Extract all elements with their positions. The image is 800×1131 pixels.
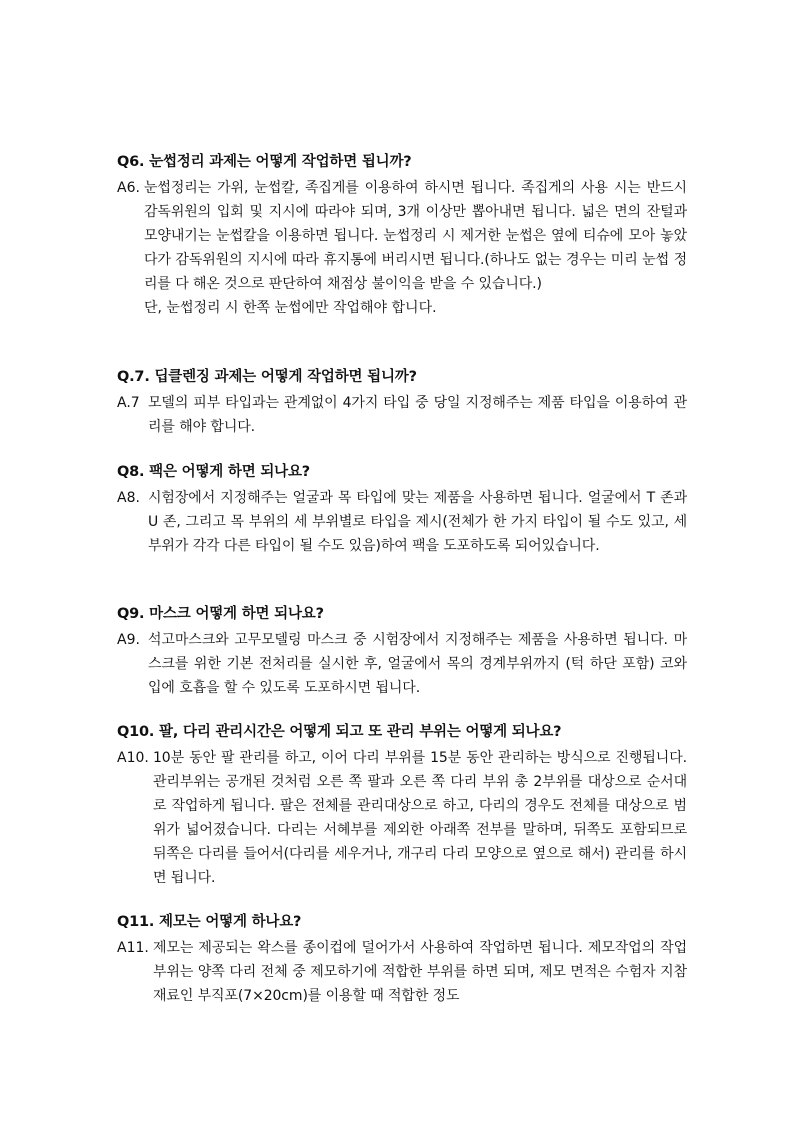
question-q11: Q11. 제모는 어떻게 하나요? (117, 914, 302, 930)
answer-label: A10. (117, 750, 149, 766)
answer-text: 시험장에서 지정해주는 얼굴과 목 타입에 맞는 제품을 사용하면 됩니다. 얼굴에서 T 존과 U 존, 그리고 목 부위의 세 부위별로 타입을 제시(전체가 한 가지 타입이 될 수도 있고, 세 부위가 각각 다른 타입이 될 수도 있음)하여 팩을 도포하도록 되어있습니다. (148, 490, 687, 554)
answer-a7 (117, 391, 687, 439)
answer-text: 제모는 제공되는 왁스를 종이컵에 덜어가서 사용하여 작업하면 됩니다. 제모작업의 작업 부위는 양쪽 다리 전체 중 제모하기에 적합한 부위를 하면 되며, 제모 면적은 수험자 지참 재료인 부직포(7×20cm)를 이용할 때 적합한 정도 (153, 940, 687, 1004)
answer-text: 10분 동안 팔 관리를 하고, 이어 다리 부위를 15분 동안 관리하는 방식으로 진행됩니다. 관리부위는 공개된 것처럼 오른 쪽 팔과 오른 쪽 다리 부위 총 2부위를 대상으로 순서대로 작업하게 됩니다. 팔은 전체를 관리대상으로 하고, 다리의 경우도 전체를 대상으로 범위가 넓어졌습니다. 다리는 서혜부를 제외한 아래쪽 전부를 말하며, 뒤쪽도 포함되므로 뒤쪽은 다리를 들어서(다리를 세우거나, 개구리 다리 모양으로 옆으로 해서) 관리를 하시면 됩니다. (153, 750, 687, 886)
answer-text: 모델의 피부 타입과는 관계없이 4가지 타입 중 당일 지정해주는 제품 타입을 이용하여 관리를 해야 합니다. (148, 395, 687, 435)
answer-label: A.7 (117, 395, 140, 411)
question-q7: Q.7. 딥클렌징 과제는 어떻게 작업하면 됩니까? (117, 369, 417, 385)
answer-label: A6. (117, 180, 140, 196)
answer-a10 (117, 746, 687, 890)
answer-label: A11. (117, 940, 149, 956)
answer-label: A8. (117, 490, 140, 506)
question-q10: Q10. 팔, 다리 관리시간은 어떻게 되고 또 관리 부위는 어떻게 되나요? (117, 724, 562, 740)
question-q6: Q6. 눈썹정리 과제는 어떻게 작업하면 됩니까? (117, 154, 412, 170)
question-q9: Q9. 마스크 어떻게 하면 되나요? (117, 606, 324, 622)
question-q8: Q8. 팩은 어떻게 하면 되나요? (117, 464, 310, 480)
answer-note: 단, 눈썹정리 시 한쪽 눈썹에만 작업해야 합니다. (144, 300, 437, 316)
answer-text: 눈썹정리는 가위, 눈썹칼, 족집게를 이용하여 하시면 됩니다. 족집게의 사용 시는 반드시 감독위원의 입회 및 지시에 따라야 되며, 3개 이상만 뽑아내면 됩니다. 넓은 면의 잔털과 모양내기는 눈썹칼을 이용하면 됩니다. 눈썹정리 시 제거한 눈썹은 옆에 티슈에 모아 놓았다가 감독위원의 지시에 따라 휴지통에 버리시면 됩니다.(하나도 없는 경우는 미리 눈썹 정리를 다 해온 것으로 판단하여 채점상 불이익을 받을 수 있습니다.) (144, 180, 687, 292)
answer-text: 석고마스크와 고무모델링 마스크 중 시험장에서 지정해주는 제품을 사용하면 됩니다. 마스크를 위한 기본 전처리를 실시한 후, 얼굴에서 목의 경계부위까지 (턱 하단 포함) 코와 입에 호흡을 할 수 있도록 도포하시면 됩니다. (148, 632, 687, 696)
answer-a6 (117, 176, 687, 320)
answer-a11 (117, 936, 687, 1008)
answer-a9 (117, 628, 687, 700)
answer-label: A9. (117, 632, 140, 648)
answer-a8 (117, 486, 687, 558)
